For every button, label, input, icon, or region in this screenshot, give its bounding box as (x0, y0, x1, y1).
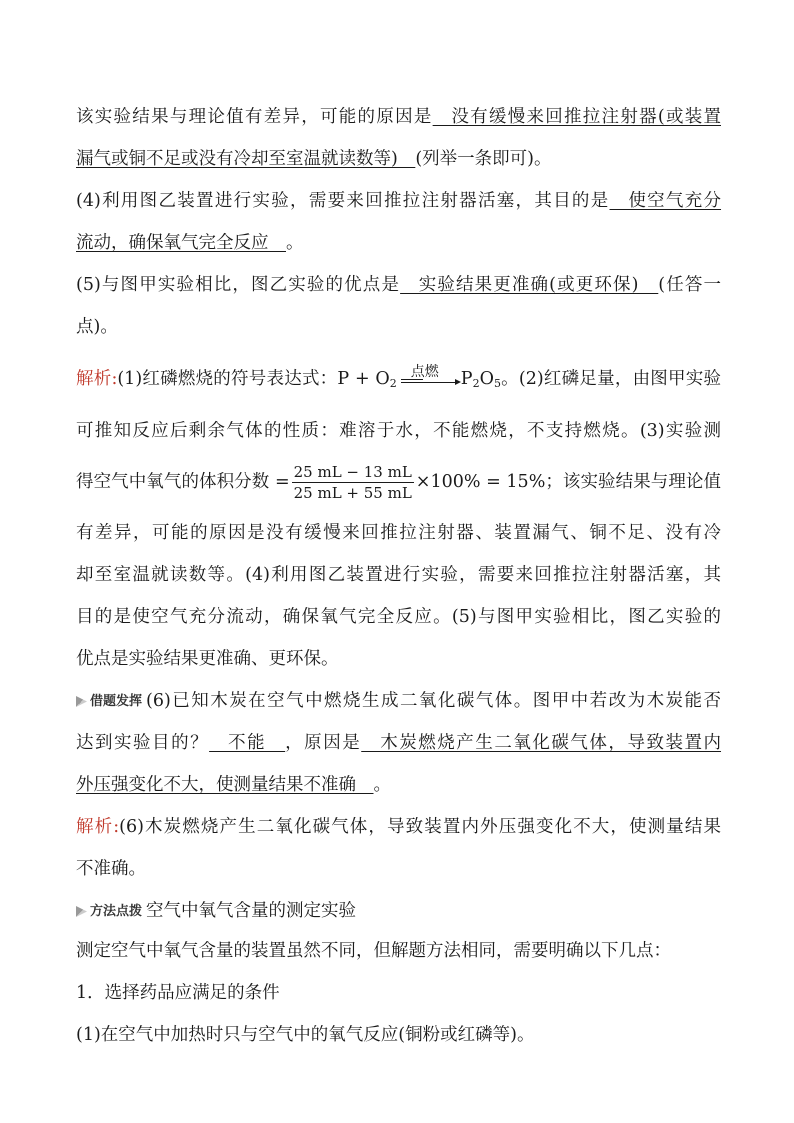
jiexi-2-line1: 解析:(6)木炭燃烧产生二氧化碳气体，导致装置内外压强变化不大，使测量结果 (76, 817, 721, 837)
fangfa-line2: 1．选择药品应满足的条件 (76, 983, 280, 1003)
jiexi-label: 解析: (76, 817, 120, 837)
jieti-line1: 借题发挥 (6)已知木炭在空气中燃烧生成二氧化碳气体。图甲中若改为木炭能否 (76, 688, 721, 715)
jiexi-1-line5: 却至室温就读数等。(4)利用图乙装置进行实验，需要来回推拉注射器活塞，其 (76, 565, 721, 585)
answer-blank: 木炭燃烧产生二氧化碳气体，导致装置内 (361, 733, 722, 753)
jiexi-1-line3: 得空气中氧气的体积分数 = $\frac{25 mL - 13 mL}{25 mL + 55 mL}$ ×100% = 15%；该实验结果与理论值 (76, 463, 721, 502)
question-5-line1: (5)与图甲实验相比，图乙实验的优点是 实验结果更准确(或更环保) (任答一 (76, 275, 722, 295)
jieti-line2: 达到实验目的？ 不能 ，原因是 木炭燃烧产生二氧化碳气体，导致装置内 (76, 733, 722, 753)
answer-blank: 实验结果更准确(或更环保) (400, 275, 659, 295)
fangfa-line3: (1)在空气中加热时只与空气中的氧气反应(铜粉或红磷等)。 (76, 1025, 535, 1045)
fraction: $\frac{25 mL - 13 mL}{25 mL + 55 mL}$ (293, 463, 412, 502)
reaction-condition: 点燃 (410, 364, 439, 380)
section-marker-icon (76, 906, 87, 917)
fangfa-heading (76, 898, 721, 925)
jiexi-1-line1: 解析:(1)红磷燃烧的符号表达式：$P + O_2$ 点燃 $P_2O_5$。(2)红磷足量，由图甲实验 (76, 366, 721, 392)
para-line: 该实验结果与理论值有差异，可能的原因是 没有缓慢来回推拉注射器(或装置 (76, 107, 721, 127)
reaction-arrow (397, 364, 461, 390)
jiexi-1-line7: 优点是实验结果更准确、更环保。 (76, 649, 339, 669)
jiexi-2-line2: 不准确。 (76, 859, 146, 879)
jieti-line3: 外压强变化不大，使测量结果不准确 。 (76, 775, 391, 795)
para-line: 漏气或铜不足或没有冷却至室温就读数等) (列举一条即可)。 (76, 149, 552, 169)
jiexi-1-line6: 目的是使空气充分流动，确保氧气完全反应。(5)与图甲实验相比，图乙实验的 (76, 607, 721, 627)
arrow-icon (401, 382, 455, 383)
jieti-tag: 借题发挥 (90, 694, 143, 709)
question-4-line2: 流动，确保氧气完全反应 。 (76, 233, 304, 253)
fangfa-title: 空气中氧气含量的测定实验 (146, 901, 357, 921)
question-4-line1: (4)利用图乙装置进行实验，需要来回推拉注射器活塞，其目的是 使空气充分 (76, 191, 722, 211)
answer-blank: 不能 (209, 733, 286, 753)
answer-blank: 流动，确保氧气完全反应 (76, 233, 286, 253)
answer-blank: 使空气充分 (609, 191, 722, 211)
jiexi-label: 解析: (76, 369, 118, 389)
answer-blank: 外压强变化不大，使测量结果不准确 (76, 775, 374, 795)
jiexi-1-line4: 有差异，可能的原因是没有缓慢来回推拉注射器、装置漏气、铜不足、没有冷 (76, 523, 721, 543)
jiexi-1-line2: 可推知反应后剩余气体的性质：难溶于水，不能燃烧，不支持燃烧。(3)实验测 (76, 421, 721, 441)
fangfa-tag: 方法点拨 (90, 904, 143, 919)
question-5-line2: 点)。 (76, 317, 118, 337)
fangfa-line1: 测定空气中氧气含量的装置虽然不同，但解题方法相同，需要明确以下几点： (76, 941, 671, 961)
answer-blank: 没有缓慢来回推拉注射器(或装置 (432, 107, 721, 127)
answer-blank: 漏气或铜不足或没有冷却至室温就读数等) (76, 149, 416, 169)
section-marker-icon (76, 696, 87, 707)
